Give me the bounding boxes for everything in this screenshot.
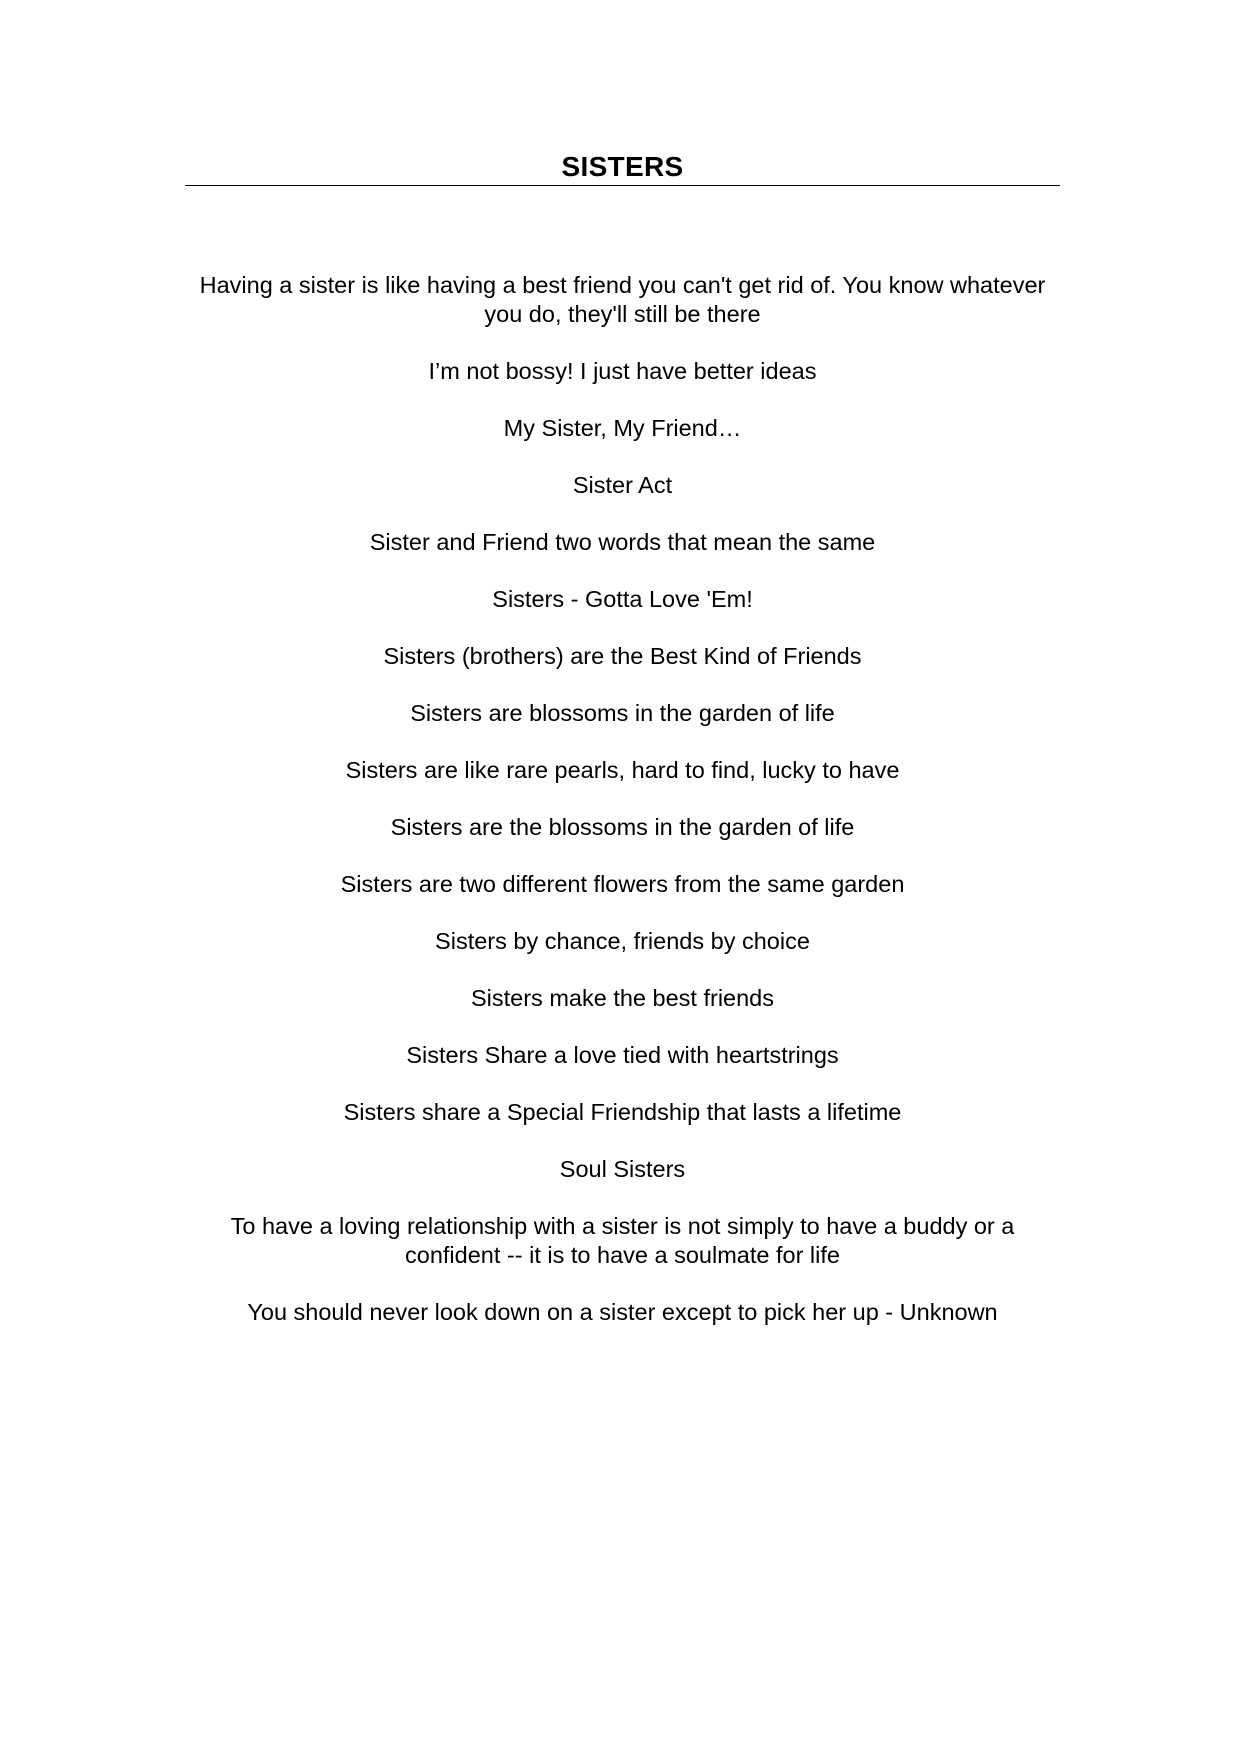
title-underline (185, 185, 1060, 186)
quote-item: Sisters (brothers) are the Best Kind of Friends (383, 643, 862, 669)
quote-item: Sisters are two different flowers from the same garden (340, 871, 905, 897)
quote-item: Having a sister is like having a best friend you can't get rid of. You know whatever you do, they'll still be there (199, 272, 1046, 327)
quote-item: Sister Act (572, 472, 673, 498)
quote-item: You should never look down on a sister except to pick her up - Unknown (247, 1299, 998, 1325)
quote-item: Soul Sisters (559, 1156, 686, 1182)
quote-item: My Sister, My Friend… (503, 415, 742, 441)
quote-item: Sisters are like rare pearls, hard to find, lucky to have (345, 757, 900, 783)
quote-list (185, 271, 1060, 1355)
page-title: SISTERS (561, 151, 684, 182)
quote-item: Sisters Share a love tied with heartstrings (406, 1042, 839, 1068)
quote-item: Sisters - Gotta Love 'Em! (492, 586, 753, 612)
quote-item: Sister and Friend two words that mean the same (369, 529, 876, 555)
quote-item: Sisters make the best friends (470, 985, 775, 1011)
quote-item: Sisters are the blossoms in the garden of life (390, 814, 855, 840)
quote-item: Sisters by chance, friends by choice (435, 928, 810, 954)
quote-item: I’m not bossy! I just have better ideas (428, 358, 817, 384)
quote-item: Sisters share a Special Friendship that lasts a lifetime (343, 1099, 902, 1125)
quote-item: To have a loving relationship with a sister is not simply to have a buddy or a confident -- it is to have a soulmate for life (230, 1213, 1015, 1268)
quote-item: Sisters are blossoms in the garden of life (410, 700, 835, 726)
